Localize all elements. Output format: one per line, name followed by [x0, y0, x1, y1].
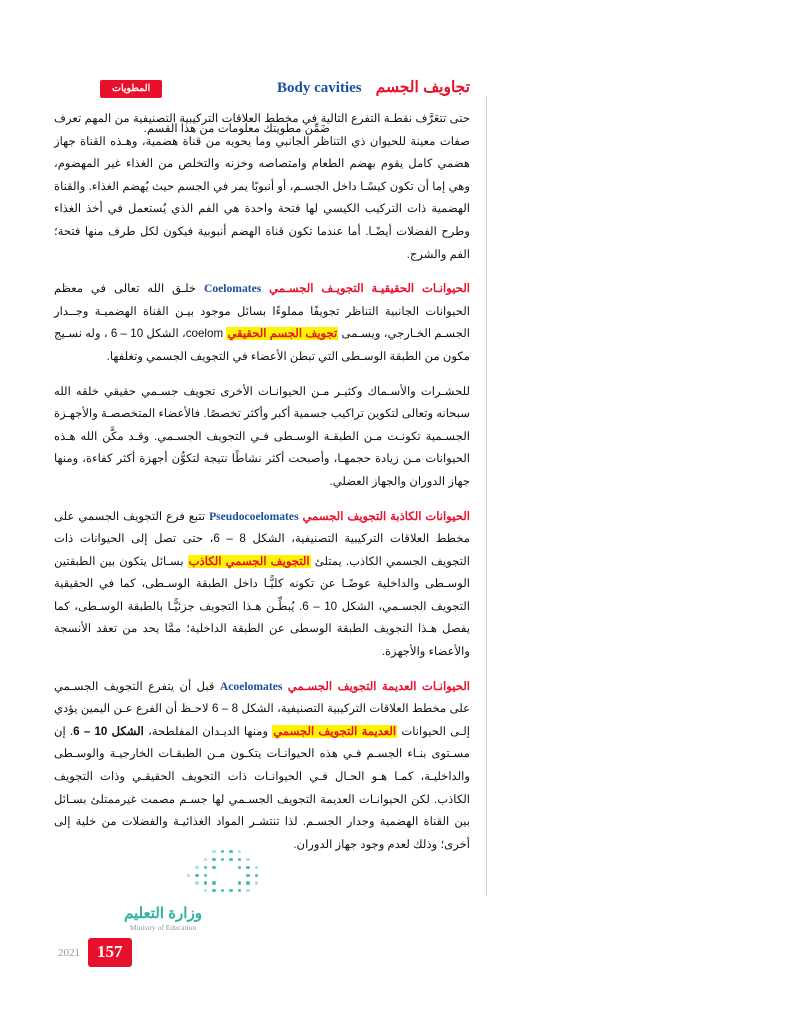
figure-reference: الشكل 10 – 6 [73, 724, 144, 738]
highlight-pseudocoelom: التجويف الجسمي الكاذب [188, 554, 310, 568]
edition-year: 2021 [58, 946, 80, 959]
ministry-dots-icon [174, 850, 258, 896]
term-acoelomates-ar: الحيوانـات العديمة التجويف الجسـمي [287, 679, 470, 693]
column-divider [486, 96, 487, 896]
ministry-name-en: Ministry of Education [129, 923, 197, 932]
coelomates-text-a: خلـق الله تعالى في معظم الحيوانات الجانبية التناظر تجويفًا مملوءًا بسائل موجود بيـن القناة الهضميـة وجــدار الجسـم الخـارجي، ويسـمى [54, 282, 471, 341]
highlight-acoelomates: العديمة التجويف الجسمي [273, 724, 397, 738]
page-number: 157 [88, 938, 132, 967]
paragraph-pseudocoelomates [54, 506, 470, 664]
term-pseudocoelomates-ar: الحيوانات الكاذبة التجويف الجسمي [302, 509, 470, 523]
paragraph-coelomates-2: للحشـرات والأسـماك وكثيـر مـن الحيوانـات الأخرى تجويف جسـمي حقيقي خلقه الله سبحانه وتعالى لتكوين تراكيب جسمية أكبر وأكثر تخصصًا. فالأعضاء المتخصصـة والأجهـزة الجسـمية تكونـت مـن الطبقـة الوسـطى فـي التجويف الجسـمي. وقـد مكَّن الله هـذه الحيوانات مـن زيادة حجمهـا، وأصبحت أكثر نشاطًا نتيجة لتكوُّن أجهزة أكثر كفاءة، ومنها جهاز الدوران والجهاز العضلي. [54, 384, 470, 488]
main-text-column [54, 108, 470, 868]
status-badge: المطويات [100, 80, 162, 98]
footer-logo-block [58, 850, 258, 967]
coelomates-text-b: coelom، الشكل 10 – 6 ، وله نسـيج مكون من الطبقة الوسـطى التي تبطن الأعضاء في التجويف الجسمي وتغلفها. [54, 327, 470, 363]
acoelomates-text-a: قبل أن يتفرع التجويف الجسـمي على مخطط العلاقات التركيبية التصنيفية، الشكل 8 – 6 لاحـظ أن الفرع عـن اليمين يؤدي إلـى الحيوانات [54, 679, 470, 738]
term-coelomates-ar: الحيوانـات الحقيقيـة التجويـف الجسـمي [269, 282, 470, 296]
year-page-row [58, 938, 258, 967]
badge-row [100, 78, 330, 98]
page-title: تجاويف الجسم [375, 79, 470, 96]
page-title-english: Body cavities [277, 80, 362, 96]
paragraph-coelomates-1 [54, 278, 470, 368]
sidebar-note-text: ضَمِّن مطويتك معلومات من هذا القسم. [143, 122, 330, 135]
pseudocoelomates-text-b: بسـائل يتكون بين الطبقتين الوسـطى والداخلية عوضًـا عن تكونه كليًّـا داخل الطبقة الوسـطى، كما في الحقيقية التجويف الجسـمي، الشكل 10 – 6. يُبطِّـن هـذا التجويف جزئيًّـا بالطبقة الوسـطى، كما يفصل هـذا التجويف الطبقة الوسطى عن الطبقة الداخلية؛ ممَّا يحد من تعقد الأنسجة والأعضاء والأجهزة. [54, 554, 470, 659]
pseudocoelomates-text-a: تتبع فرع التجويف الجسمي على مخطط العلاقات التركيبية التصنيفية، الشكل 8 – 6، حتى تصل إلى الحيوانات ذات التجويف الجسمي الكاذب. يمتلئ [54, 509, 471, 568]
acoelomates-text-c: . إن مسـتوى بنـاء الجسـم فـي هذه الحيوانـات يتكـون مـن الطبقـات الخارجيـة والوسـطى والداخليـة، كمـا هـو الحـال فـي الحيوانـات ذات التجويف الحقيقـي وذات التجويف الكاذب. لكن الحيوانـات العديمة التجويف الجسـمي لها جسـم مصمت غيرممتلئ بسـائل بين القناة الهضمية وجدار الجسـم. لذا تنتشـر المواد الغذائيـة والفضلات من خلية إلى أخرى؛ وذلك لعدم وجود جهاز الدوران. [54, 724, 470, 851]
highlight-true-coelom: تجويف الجسم الحقيقي [227, 327, 338, 341]
term-coelomates-en: Coelomates [203, 282, 262, 296]
acoelomates-text-b: ومنها الديـدان المفلطحة، [143, 724, 273, 738]
section-header [277, 78, 470, 97]
ministry-name-ar: وزارة التعليم [124, 905, 202, 922]
term-acoelomates-en: Acoelomates [219, 679, 283, 693]
paragraph-intro: حتى تتعَرَّف نقطـة التفرع التالية في مخطط العلاقات التركيبية التصنيفية من المهم تعرف صفات معينة للحيوان ذي التناظر الجانبي وما يحويه من قناة هضمية، وهـذه القناة جهاز هضمي كامل يقوم بهضم الطعام وامتصاصه وخزنه والتخلص من الغذاء غير المهضوم، وهي إما أن تكون كيسًـا داخل الجسـم، أو أنبوبًا يمر في الجسم حيث يُهضم الغذاء. والقناة الهضمية ذات التركيب الكيسي لها فتحة واحدة هي الفم الذي يُستعمل في أخذ الغذاء وطرح الفضلات أيضًـا. أما عندما تكون قناة الهضم أنبوبية فيكون لكل طرف منها فتحة؛ الفم والشرج. [54, 112, 470, 261]
paragraph-acoelomates [54, 676, 470, 857]
term-pseudocoelomates-en: Pseudocoelomates [209, 509, 299, 523]
